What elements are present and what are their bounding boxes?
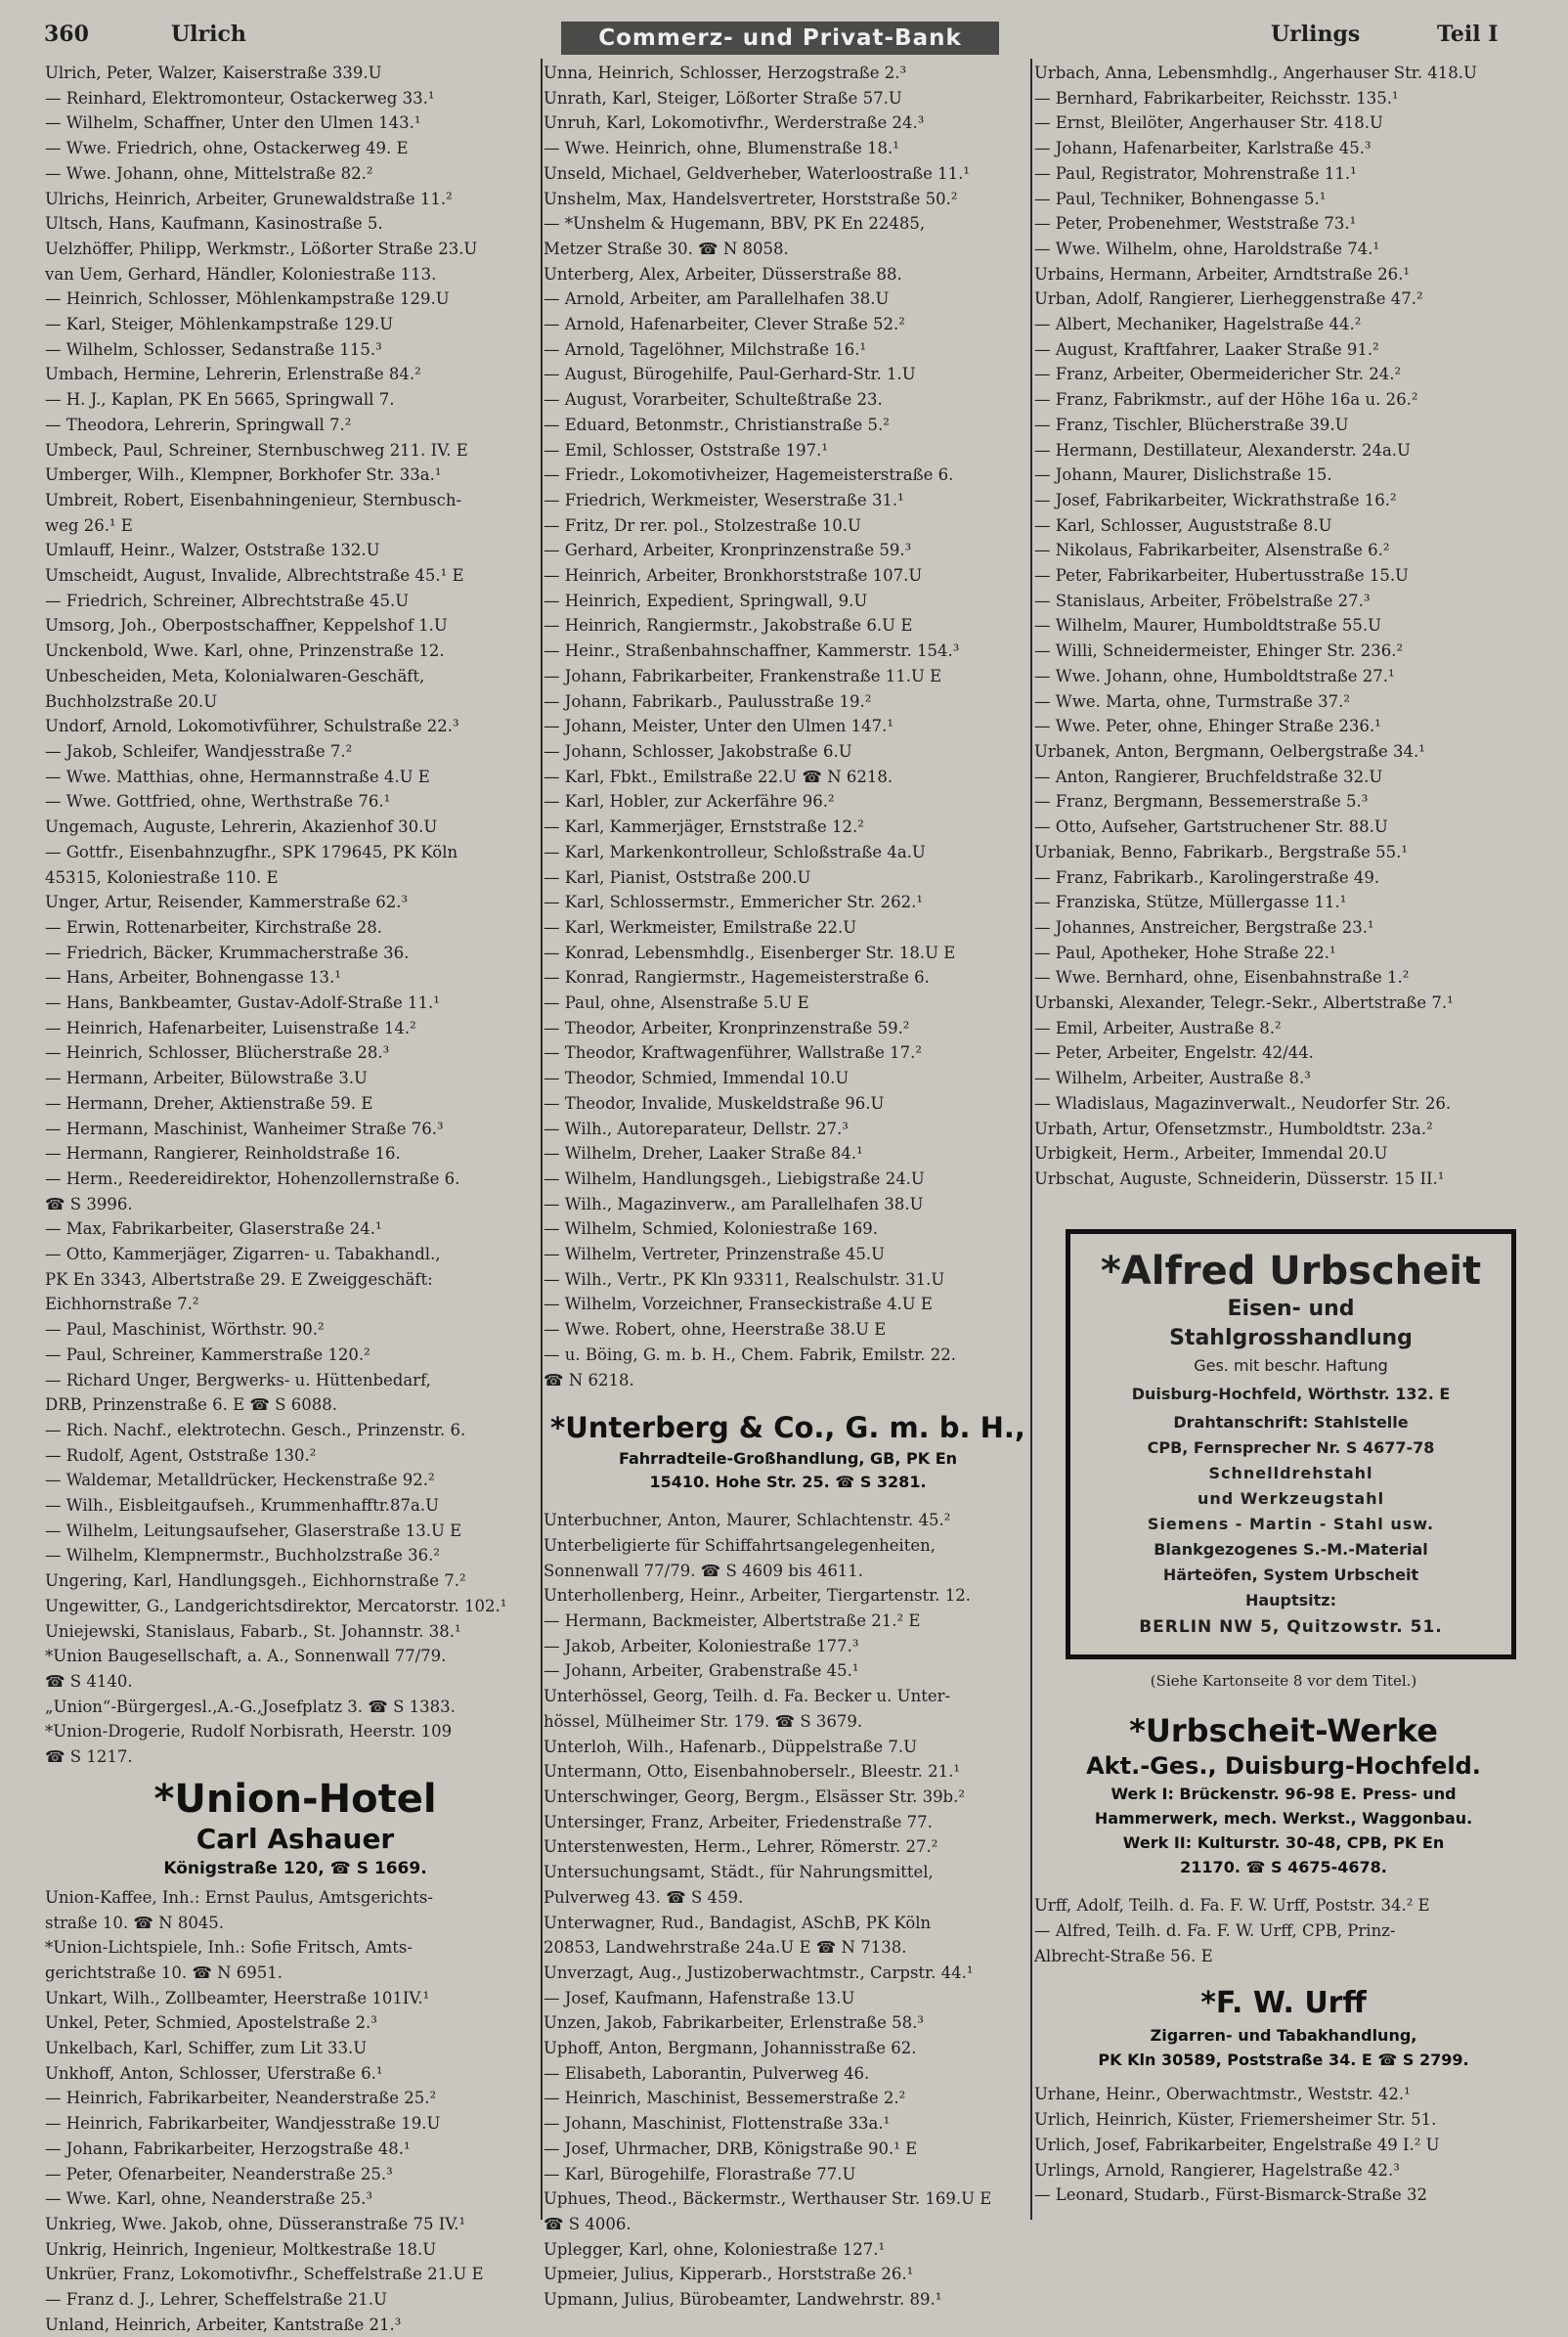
directory-entry: — Konrad, Lebensmhdlg., Eisenberger Str. 18.U E: [544, 943, 956, 962]
directory-entry: straße 10. ☎ N 8045.: [45, 1913, 225, 1932]
directory-entry: 20853, Landwehrstraße 24a.U E ☎ N 7138.: [544, 1938, 907, 1958]
directory-entry: — Wilhelm, Klempnermstr., Buchholzstraße 36.²: [45, 1546, 441, 1565]
ad-line: Hammerwerk, mech. Werkst., Waggonbau.: [1094, 1809, 1473, 1829]
directory-entry: — Karl, Werkmeister, Emilstraße 22.U: [544, 917, 857, 937]
directory-entry: Urbains, Hermann, Arbeiter, Arndtstraße 26.¹: [1034, 264, 1411, 284]
directory-entry: — Heinrich, Rangiermstr., Jakobstraße 6.U E: [544, 616, 913, 636]
directory-entry: — Wilhelm, Arbeiter, Austraße 8.³: [1034, 1069, 1311, 1088]
directory-entry: — Wwe. Peter, ohne, Ehinger Straße 236.¹: [1034, 717, 1381, 736]
directory-entry: Sonnenwall 77/79. ☎ S 4609 bis 4611.: [544, 1561, 864, 1580]
entries-col3: [1034, 61, 1533, 1192]
directory-entry: Union-Kaffee, Inh.: Ernst Paulus, Amtsgerichts-: [45, 1887, 433, 1907]
directory-entry: ☎ S 4006.: [544, 2214, 632, 2233]
ad-title: *Urbscheit-Werke: [1129, 1712, 1438, 1750]
directory-entry: — Heinrich, Expedient, Springwall, 9.U: [544, 591, 868, 610]
directory-entry: — Elisabeth, Laborantin, Pulverweg 46.: [544, 2063, 870, 2083]
directory-entry: — Johann, Arbeiter, Grabenstraße 45.¹: [544, 1661, 859, 1681]
running-head-left: Ulrich: [171, 22, 246, 47]
directory-entry: — Heinrich, Schlosser, Blücherstraße 28.³: [45, 1043, 390, 1063]
directory-entry: — Peter, Fabrikarbeiter, Hubertusstraße 15.U: [1034, 566, 1409, 586]
directory-entry: — Wilhelm, Dreher, Laaker Straße 84.¹: [544, 1144, 863, 1164]
box-line: Ges. mit beschr. Haftung: [1194, 1355, 1388, 1375]
directory-entry: Unckenbold, Wwe. Karl, ohne, Prinzenstraße 12.: [45, 641, 445, 661]
directory-entry: Eichhornstraße 7.²: [45, 1295, 199, 1314]
directory-entry: — Friedrich, Werkmeister, Weserstraße 31.¹: [544, 490, 904, 509]
directory-entry: Umberger, Wilh., Klempner, Borkhofer Str. 33a.¹: [45, 465, 442, 485]
directory-entry: Umbreit, Robert, Eisenbahningenieur, Sternbusch-: [45, 490, 462, 509]
directory-entry: — Wilhelm, Schmied, Koloniestraße 169.: [544, 1219, 878, 1239]
part-label: Teil I: [1437, 22, 1499, 47]
directory-entry: Unrath, Karl, Steiger, Lößorter Straße 57.U: [544, 88, 902, 108]
directory-entry: — Otto, Kammerjäger, Zigarren- u. Tabakhandl.,: [45, 1245, 441, 1264]
directory-entry: Unna, Heinrich, Schlosser, Herzogstraße 2.³: [544, 64, 907, 82]
directory-entry: Unterloh, Wilh., Hafenarb., Düppelstraße 7.U: [544, 1737, 917, 1756]
directory-entry: — Heinrich, Schlosser, Möhlenkampstraße 129.U: [45, 289, 450, 309]
directory-entry: Urlings, Arnold, Rangierer, Hagelstraße 42.³: [1034, 2160, 1400, 2180]
directory-entry: — Karl, Steiger, Möhlenkampstraße 129.U: [45, 315, 394, 334]
directory-entry: Albrecht-Straße 56. E: [1034, 1946, 1213, 1965]
directory-entry: Upmeier, Julius, Kipperarb., Horststraße 26.¹: [544, 2265, 914, 2284]
directory-entry: — Johann, Meister, Unter den Ulmen 147.¹: [544, 717, 893, 736]
directory-entry: — u. Böing, G. m. b. H., Chem. Fabrik, Emilstr. 22.: [544, 1345, 956, 1364]
directory-entry: — Paul, Techniker, Bohnengasse 5.¹: [1034, 189, 1327, 208]
directory-entry: — Otto, Aufseher, Gartstruchener Str. 88.U: [1034, 817, 1388, 837]
directory-entry: — Wwe. Johann, ohne, Humboldtstraße 27.¹: [1034, 666, 1395, 685]
directory-entry: — Arnold, Arbeiter, am Parallelhafen 38.U: [544, 289, 890, 309]
ad-title: *F. W. Urff: [1200, 1986, 1367, 2021]
unterberg-ad: [544, 1408, 1032, 1494]
directory-entry: — Reinhard, Elektromonteur, Ostackerweg 33.¹: [45, 88, 435, 108]
box-line: Siemens - Martin - Stahl usw.: [1147, 1514, 1435, 1533]
directory-entry: Unterwagner, Rud., Bandagist, ASchB, PK Köln: [544, 1913, 932, 1932]
directory-entry: Uphoff, Anton, Bergmann, Johannisstraße 62.: [544, 2039, 917, 2058]
directory-entry: — Hans, Bankbeamter, Gustav-Adolf-Straße 11.¹: [45, 993, 440, 1013]
directory-entry: — Peter, Probenehmer, Weststraße 73.¹: [1034, 214, 1357, 234]
directory-entry: — Bernhard, Fabrikarbeiter, Reichsstr. 135.¹: [1034, 88, 1399, 108]
directory-entry: Unkrieg, Wwe. Jakob, ohne, Düsseranstraße 75 IV.¹: [45, 2214, 466, 2233]
directory-entry: *Union-Lichtspiele, Inh.: Sofie Fritsch, Amts-: [45, 1938, 413, 1958]
directory-entry: — Franz, Tischler, Blücherstraße 39.U: [1034, 415, 1349, 434]
running-head-right: Urlings: [1271, 22, 1361, 47]
directory-entry: Ulrichs, Heinrich, Arbeiter, Grunewaldstraße 11.²: [45, 189, 453, 208]
directory-entry: Unland, Heinrich, Arbeiter, Kantstraße 21.³: [45, 2315, 402, 2334]
directory-entry: — Wilhelm, Handlungsgeh., Liebigstraße 24.U: [544, 1168, 925, 1188]
directory-entry: — Arnold, Tagelöhner, Milchstraße 16.¹: [544, 339, 867, 359]
directory-entry: Unterberg, Alex, Arbeiter, Düsserstraße 88.: [544, 264, 902, 284]
directory-entry: Uniejewski, Stanislaus, Fabarb., St. Johannstr. 38.¹: [45, 1621, 461, 1641]
directory-entry: van Uem, Gerhard, Händler, Koloniestraße 113.: [45, 264, 437, 284]
directory-entry: Unger, Artur, Reisender, Kammerstraße 62.³: [45, 893, 409, 912]
directory-entry: Undorf, Arnold, Lokomotivführer, Schulstraße 22.³: [45, 717, 459, 736]
box-line: Blankgezogenes S.-M.-Material: [1154, 1539, 1428, 1559]
directory-entry: Urhane, Heinr., Oberwachtmstr., Weststr. 42.¹: [1034, 2085, 1411, 2104]
directory-entry: ☎ S 4140.: [45, 1672, 133, 1691]
directory-entry: — Gerhard, Arbeiter, Kronprinzenstraße 59.³: [544, 541, 912, 560]
directory-entry: — Emil, Schlosser, Oststraße 197.¹: [544, 440, 828, 460]
directory-entry: — Alfred, Teilh. d. Fa. F. W. Urff, CPB, Prinz-: [1034, 1921, 1396, 1941]
directory-entry: — Karl, Kammerjäger, Ernststraße 12.²: [544, 817, 864, 837]
directory-entry: — Wwe. Marta, ohne, Turmstraße 37.²: [1034, 691, 1350, 711]
directory-entry: Unkhoff, Anton, Schlosser, Uferstraße 6.¹: [45, 2063, 383, 2083]
box-line: Duisburg-Hochfeld, Wörthstr. 132. E: [1131, 1384, 1451, 1403]
directory-entry: hössel, Mülheimer Str. 179. ☎ S 3679.: [544, 1711, 863, 1731]
ad-line: Fahrradteile-Großhandlung, GB, PK En: [618, 1449, 958, 1469]
directory-entry: Unruh, Karl, Lokomotivfhr., Werderstraße 24.³: [544, 113, 925, 133]
box-line: und Werkzeugstahl: [1197, 1488, 1385, 1508]
urbscheit-box-ad: [1066, 1229, 1516, 1659]
ad-owner: Carl Ashauer: [196, 1822, 395, 1855]
directory-entry: — Wwe. Matthias, ohne, Hermannstraße 4.U E: [45, 767, 430, 786]
directory-entry: — Konrad, Rangiermstr., Hagemeisterstraße 6.: [544, 968, 930, 988]
directory-entry: ☎ S 1217.: [45, 1747, 133, 1767]
urbscheit-werke-ad: [1034, 1711, 1533, 1879]
kartonseite-note: (Siehe Kartonseite 8 vor dem Titel.): [1150, 1671, 1417, 1690]
directory-entry: — Eduard, Betonmstr., Christianstraße 5.²: [544, 415, 890, 434]
box-line: Härteöfen, System Urbscheit: [1162, 1565, 1419, 1584]
directory-entry: — Hans, Arbeiter, Bohnengasse 13.¹: [45, 968, 341, 988]
page-header: [0, 0, 1568, 61]
directory-entry: — Friedrich, Bäcker, Krummacherstraße 36.: [45, 943, 410, 962]
directory-entry: Urlich, Heinrich, Küster, Friemersheimer Str. 51.: [1034, 2110, 1437, 2130]
directory-entry: Umscheidt, August, Invalide, Albrechtstraße 45.¹ E: [45, 566, 464, 586]
directory-entry: — Richard Unger, Bergwerks- u. Hüttenbedarf,: [45, 1370, 431, 1389]
directory-entry: Uplegger, Karl, ohne, Koloniestraße 127.¹: [544, 2239, 886, 2259]
directory-entry: — Wilhelm, Schlosser, Sedanstraße 115.³: [45, 339, 382, 359]
directory-entry: — Albert, Mechaniker, Hagelstraße 44.²: [1034, 315, 1362, 334]
directory-entry: Urlich, Josef, Fabrikarbeiter, Engelstraße 49 I.² U: [1034, 2135, 1440, 2154]
directory-entry: Uelzhöffer, Philipp, Werkmstr., Lößorter Straße 23.U: [45, 239, 478, 258]
box-line: Hauptsitz:: [1244, 1590, 1337, 1609]
directory-entry: Unterhössel, Georg, Teilh. d. Fa. Becker u. Unter-: [544, 1687, 951, 1706]
directory-entry: Unkrig, Heinrich, Ingenieur, Moltkestraße 18.U: [45, 2239, 437, 2259]
directory-entry: — Friedrich, Schreiner, Albrechtstraße 45.U: [45, 591, 410, 610]
directory-entry: — Johannes, Anstreicher, Bergstraße 23.¹: [1034, 917, 1374, 937]
directory-entry: — Max, Fabrikarbeiter, Glaserstraße 24.¹: [45, 1219, 382, 1239]
directory-entry: — Wilh., Autoreparateur, Dellstr. 27.³: [544, 1119, 849, 1138]
directory-entry: Unterbeligierte für Schiffahrtsangelegenheiten,: [544, 1535, 936, 1555]
directory-entry: Pulverweg 43. ☎ S 459.: [544, 1887, 744, 1907]
ad-sub: Akt.-Ges., Duisburg-Hochfeld.: [1086, 1752, 1481, 1781]
directory-entry: Unterbuchner, Anton, Maurer, Schlachtenstr. 45.²: [544, 1511, 951, 1530]
urff-ad: [1034, 1984, 1533, 2072]
directory-entry: Urbanski, Alexander, Telegr.-Sekr., Albertstraße 7.¹: [1034, 993, 1454, 1013]
entries-col3b: [1034, 1893, 1533, 1968]
box-line: Stahlgrosshandlung: [1169, 1325, 1413, 1350]
directory-entry: Upmann, Julius, Bürobeamter, Landwehrstr. 89.¹: [544, 2290, 942, 2310]
directory-entry: — Franz, Bergmann, Bessemerstraße 5.³: [1034, 792, 1369, 812]
directory-entry: — Karl, Pianist, Oststraße 200.U: [544, 867, 811, 887]
directory-entry: — Josef, Kaufmann, Hafenstraße 13.U: [544, 1988, 855, 2007]
directory-entry: — Peter, Ofenarbeiter, Neanderstraße 25.³: [45, 2164, 393, 2183]
directory-entry: — Heinrich, Hafenarbeiter, Luisenstraße 14.²: [45, 1018, 416, 1037]
directory-entry: — Wladislaus, Magazinverwalt., Neudorfer Str. 26.: [1034, 1093, 1452, 1113]
directory-entry: — Hermann, Destillateur, Alexanderstr. 24a.U: [1034, 440, 1411, 460]
directory-entry: DRB, Prinzenstraße 6. E ☎ S 6088.: [45, 1395, 337, 1415]
directory-entry: — Jakob, Schleifer, Wandjesstraße 7.²: [45, 741, 353, 761]
directory-entry: „Union“-Bürgergesl.,A.-G.,Josefplatz 3. ☎ S 1383.: [45, 1697, 456, 1716]
directory-entry: — Josef, Uhrmacher, DRB, Königstraße 90.¹ E: [544, 2139, 918, 2158]
directory-entry: — Wilhelm, Leitungsaufseher, Glaserstraße 13.U E: [45, 1521, 462, 1540]
directory-entry: Urbschat, Auguste, Schneiderin, Düsserstr. 15 II.¹: [1034, 1168, 1445, 1188]
directory-entry: — Wilhelm, Vorzeichner, Franseckistraße 4.U E: [544, 1295, 933, 1314]
directory-entry: — Johann, Schlosser, Jakobstraße 6.U: [544, 741, 852, 761]
directory-entry: — Rich. Nachf., elektrotechn. Gesch., Prinzenstr. 6.: [45, 1420, 466, 1439]
directory-entry: — Paul, Apotheker, Hohe Straße 22.¹: [1034, 943, 1336, 962]
directory-entry: — Theodora, Lehrerin, Springwall 7.²: [45, 415, 352, 434]
ad-line: 15410. Hohe Str. 25. ☎ S 3281.: [649, 1473, 927, 1492]
directory-entry: — Wilhelm, Schaffner, Unter den Ulmen 143.¹: [45, 113, 421, 133]
directory-entry: Unterstenwesten, Herm., Lehrer, Römerstr. 27.²: [544, 1837, 938, 1857]
directory-entry: — Franz, Arbeiter, Obermeidericher Str. 24.²: [1034, 365, 1402, 384]
directory-entry: Unverzagt, Aug., Justizoberwachtmstr., Carpstr. 44.¹: [544, 1962, 974, 1982]
directory-entry: *Union Baugesellschaft, a. A., Sonnenwall 77/79.: [45, 1647, 447, 1666]
directory-entry: — Franz, Fabrikarb., Karolingerstraße 49.: [1034, 867, 1380, 887]
directory-entry: — H. J., Kaplan, PK En 5665, Springwall 7.: [45, 390, 395, 410]
directory-entry: — Heinrich, Arbeiter, Bronkhorststraße 107.U: [544, 566, 923, 586]
directory-entry: Untermann, Otto, Eisenbahnoberselr., Bleestr. 21.¹: [544, 1762, 961, 1782]
directory-entry: — Wilhelm, Maurer, Humboldtstraße 55.U: [1034, 616, 1381, 636]
directory-entry: Untersuchungsamt, Städt., für Nahrungsmittel,: [544, 1863, 934, 1882]
ad-address: Königstraße 120, ☎ S 1669.: [163, 1858, 427, 1878]
directory-entry: — Paul, ohne, Alsenstraße 5.U E: [544, 993, 809, 1013]
directory-entry: — *Unshelm & Hugemann, BBV, PK En 22485,: [544, 214, 926, 234]
directory-entry: — Wilh., Eisbleitgaufseh., Krummenhafftr.87a.U: [45, 1496, 440, 1516]
directory-entry: — Theodor, Schmied, Immendal 10.U: [544, 1069, 849, 1088]
directory-entry: Unzen, Jakob, Fabrikarbeiter, Erlenstraße 58.³: [544, 2013, 925, 2033]
directory-entry: Unseld, Michael, Geldverheber, Waterloostraße 11.¹: [544, 163, 971, 183]
column-3: [1034, 61, 1533, 2208]
directory-entry: — Johann, Fabrikarb., Paulusstraße 19.²: [544, 691, 872, 711]
directory-entry: — Heinrich, Maschinist, Bessemerstraße 2.²: [544, 2089, 906, 2108]
box-line: Eisen- und: [1227, 1296, 1355, 1321]
directory-entry: — Karl, Bürogehilfe, Florastraße 77.U: [544, 2164, 856, 2183]
directory-entry: — Hermann, Backmeister, Albertstraße 21.² E: [544, 1611, 921, 1631]
directory-entry: — Friedr., Lokomotivheizer, Hagemeisterstraße 6.: [544, 465, 954, 485]
directory-entry: — Erwin, Rottenarbeiter, Kirchstraße 28.: [45, 917, 382, 937]
directory-entry: — Wilh., Vertr., PK Kln 93311, Realschulstr. 31.U: [544, 1269, 945, 1289]
directory-entry: — Karl, Schlossermstr., Emmericher Str. 262.¹: [544, 893, 923, 912]
ad-title: *Union-Hotel: [153, 1776, 437, 1822]
directory-entry: — Wwe. Bernhard, ohne, Eisenbahnstraße 1.²: [1034, 968, 1410, 988]
directory-entry: Uphues, Theod., Bäckermstr., Werthauser Str. 169.U E: [544, 2189, 992, 2209]
page-number: 360: [44, 22, 89, 47]
directory-entry: — Wwe. Johann, ohne, Mittelstraße 82.²: [45, 163, 373, 183]
box-line: Schnelldrehstahl: [1208, 1463, 1373, 1482]
union-hotel-ad: [45, 1776, 545, 1881]
ad-title: *Unterberg & Co., G. m. b. H.,: [550, 1411, 1025, 1445]
directory-entry: — Franz d. J., Lehrer, Scheffelstraße 21.U: [45, 2290, 387, 2310]
entries-col3c: [1034, 2082, 1533, 2208]
directory-entry: — Wwe. Robert, ohne, Heerstraße 38.U E: [544, 1320, 887, 1340]
directory-entry: — Wwe. Wilhelm, ohne, Haroldstraße 74.¹: [1034, 239, 1380, 258]
directory-entry: Untersinger, Franz, Arbeiter, Friedenstraße 77.: [544, 1812, 933, 1831]
directory-entry: — Nikolaus, Fabrikarbeiter, Alsenstraße 6.²: [1034, 541, 1390, 560]
directory-entry: Ulrich, Peter, Walzer, Kaiserstraße 339.U: [45, 64, 382, 82]
directory-entry: Umsorg, Joh., Oberpostschaffner, Keppelshof 1.U: [45, 616, 448, 636]
directory-entry: — Heinr., Straßenbahnschaffner, Kammerstr. 154.³: [544, 641, 960, 661]
directory-entry: — Leonard, Studarb., Fürst-Bismarck-Straße 32: [1034, 2185, 1428, 2205]
directory-entry: — Theodor, Invalide, Muskeldstraße 96.U: [544, 1093, 885, 1113]
directory-entry: Urbigkeit, Herm., Arbeiter, Immendal 20.U: [1034, 1144, 1388, 1164]
directory-entry: — Emil, Arbeiter, Austraße 8.²: [1034, 1018, 1282, 1037]
directory-entry: ☎ S 3996.: [45, 1194, 133, 1213]
directory-entry: — Karl, Schlosser, Auguststraße 8.U: [1034, 515, 1332, 535]
directory-entry: Unbescheiden, Meta, Kolonialwaren-Geschäft,: [45, 666, 425, 685]
entries-col2b: [544, 1508, 1032, 2313]
directory-entry: — Heinrich, Fabrikarbeiter, Wandjesstraße 19.U: [45, 2114, 441, 2134]
directory-entry: Ungering, Karl, Handlungsgeh., Eichhornstraße 7.²: [45, 1571, 466, 1591]
directory-entry: Umbach, Hermine, Lehrerin, Erlenstraße 84.²: [45, 365, 421, 384]
directory-entry: — Wilh., Magazinverw., am Parallelhafen 38.U: [544, 1194, 924, 1213]
directory-entry: — Heinrich, Fabrikarbeiter, Neanderstraße 25.²: [45, 2089, 437, 2108]
ad-line: 21170. ☎ S 4675-4678.: [1180, 1858, 1387, 1877]
directory-entry: — Johann, Hafenarbeiter, Karlstraße 45.³: [1034, 139, 1372, 158]
directory-entry: — Johann, Fabrikarbeiter, Herzogstraße 48.¹: [45, 2139, 411, 2158]
directory-entry: — Anton, Rangierer, Bruchfeldstraße 32.U: [1034, 767, 1383, 786]
directory-entry: — Willi, Schneidermeister, Ehinger Str. 236.²: [1034, 641, 1404, 661]
ad-line: PK Kln 30589, Poststraße 34. E ☎ S 2799.: [1098, 2050, 1469, 2070]
directory-entry: — Gottfr., Eisenbahnzugfhr., SPK 179645, PK Köln: [45, 842, 458, 861]
directory-entry: Unshelm, Max, Handelsvertreter, Horststraße 50.²: [544, 189, 958, 208]
box-line: BERLIN NW 5, Quitzowstr. 51.: [1139, 1616, 1443, 1637]
directory-entry: gerichtstraße 10. ☎ N 6951.: [45, 1962, 283, 1982]
directory-entry: PK En 3343, Albertstraße 29. E Zweiggeschäft:: [45, 1269, 433, 1289]
ad-line: Werk II: Kulturstr. 30-48, CPB, PK En: [1122, 1833, 1445, 1853]
directory-entry: — Paul, Registrator, Mohrenstraße 11.¹: [1034, 163, 1357, 183]
directory-entry: Metzer Straße 30. ☎ N 8058.: [544, 239, 789, 258]
column-1: [45, 61, 545, 2337]
bank-banner: Commerz- und Privat-Bank: [561, 22, 999, 55]
directory-entry: Urban, Adolf, Rangierer, Lierheggenstraße 47.²: [1034, 289, 1423, 309]
directory-entry: — Wwe. Heinrich, ohne, Blumenstraße 18.¹: [544, 139, 899, 158]
directory-entry: — Wwe. Friedrich, ohne, Ostackerweg 49. E: [45, 139, 409, 158]
directory-entry: Urbanek, Anton, Bergmann, Oelbergstraße 34.¹: [1034, 741, 1425, 761]
directory-entry: — Waldemar, Metalldrücker, Heckenstraße 92.²: [45, 1471, 435, 1490]
directory-entry: — Wwe. Gottfried, ohne, Werthstraße 76.¹: [45, 792, 391, 812]
directory-entry: Unkart, Wilh., Zollbeamter, Heerstraße 101IV.¹: [45, 1988, 430, 2007]
directory-entry: — Hermann, Rangierer, Reinholdstraße 16.: [45, 1144, 401, 1164]
entries-col2: [544, 61, 1032, 1392]
column-2: [544, 61, 1032, 2313]
directory-entry: Urff, Adolf, Teilh. d. Fa. F. W. Urff, Poststr. 34.² E: [1034, 1896, 1430, 1916]
ad-line: Werk I: Brückenstr. 96-98 E. Press- und: [1111, 1785, 1457, 1804]
box-title: *Alfred Urbscheit: [1100, 1248, 1482, 1294]
directory-entry: — Herm., Reedereidirektor, Hohenzollernstraße 6.: [45, 1168, 460, 1188]
directory-entry: — Karl, Markenkontrolleur, Schloßstraße 4a.U: [544, 842, 926, 861]
directory-entry: — Hermann, Maschinist, Wanheimer Straße 76.³: [45, 1119, 444, 1138]
directory-entry: — Rudolf, Agent, Oststraße 130.²: [45, 1445, 317, 1465]
directory-entry: ☎ N 6218.: [544, 1370, 634, 1389]
directory-entry: — August, Vorarbeiter, Schulteßtraße 23.: [544, 390, 883, 410]
directory-entry: Unkrüer, Franz, Lokomotivfhr., Scheffelstraße 21.U E: [45, 2265, 484, 2284]
directory-entry: — August, Kraftfahrer, Laaker Straße 91.²: [1034, 339, 1379, 359]
directory-entry: — Peter, Arbeiter, Engelstr. 42/44.: [1034, 1043, 1314, 1063]
directory-entry: *Union-Drogerie, Rudolf Norbisrath, Heerstr. 109: [45, 1722, 453, 1742]
entries-col1: [45, 61, 545, 1770]
directory-entry: — Johann, Fabrikarbeiter, Frankenstraße 11.U E: [544, 666, 942, 685]
directory-entry: Urbath, Artur, Ofensetzmstr., Humboldtstr. 23a.²: [1034, 1119, 1433, 1138]
directory-entry: — Josef, Fabrikarbeiter, Wickrathstraße 16.²: [1034, 490, 1397, 509]
directory-entry: Urbaniak, Benno, Fabrikarb., Bergstraße 55.¹: [1034, 842, 1408, 861]
directory-entry: — Karl, Fbkt., Emilstraße 22.U ☎ N 6218.: [544, 767, 893, 786]
directory-entry: Ungewitter, G., Landgerichtsdirektor, Mercatorstr. 102.¹: [45, 1596, 507, 1615]
directory-entry: Umlauff, Heinr., Walzer, Oststraße 132.U: [45, 541, 380, 560]
directory-entry: — Stanislaus, Arbeiter, Fröbelstraße 27.³: [1034, 591, 1371, 610]
directory-entry: 45315, Koloniestraße 110. E: [45, 867, 279, 887]
directory-entry: Ultsch, Hans, Kaufmann, Kasinostraße 5.: [45, 214, 383, 234]
directory-entry: — August, Bürogehilfe, Paul-Gerhard-Str. 1.U: [544, 365, 916, 384]
directory-entry: — Franz, Fabrikmstr., auf der Höhe 16a u. 26.²: [1034, 390, 1418, 410]
directory-entry: Unkelbach, Karl, Schiffer, zum Lit 33.U: [45, 2039, 368, 2058]
directory-entry: Unkel, Peter, Schmied, Apostelstraße 2.³: [45, 2013, 377, 2033]
directory-entry: — Arnold, Hafenarbeiter, Clever Straße 52.²: [544, 315, 905, 334]
directory-entry: — Karl, Hobler, zur Ackerfähre 96.²: [544, 792, 835, 812]
box-line: CPB, Fernsprecher Nr. S 4677-78: [1147, 1437, 1435, 1457]
directory-entry: — Franziska, Stütze, Müllergasse 11.¹: [1034, 893, 1347, 912]
directory-entry: — Paul, Maschinist, Wörthstr. 90.²: [45, 1320, 325, 1340]
directory-entry: weg 26.¹ E: [45, 515, 133, 535]
directory-entry: — Ernst, Bleilöter, Angerhauser Str. 418.U: [1034, 113, 1383, 133]
directory-entry: — Hermann, Dreher, Aktienstraße 59. E: [45, 1093, 373, 1113]
directory-entry: Urbach, Anna, Lebensmhdlg., Angerhauser Str. 418.U: [1034, 64, 1477, 82]
directory-entry: — Fritz, Dr rer. pol., Stolzestraße 10.U: [544, 515, 861, 535]
directory-entry: — Wwe. Karl, ohne, Neanderstraße 25.³: [45, 2189, 372, 2209]
directory-entry: — Jakob, Arbeiter, Koloniestraße 177.³: [544, 1636, 859, 1655]
directory-entry: — Johann, Maschinist, Flottenstraße 33a.¹: [544, 2114, 891, 2134]
directory-entry: — Theodor, Arbeiter, Kronprinzenstraße 59.²: [544, 1018, 910, 1037]
directory-entry: Umbeck, Paul, Schreiner, Sternbuschweg 211. IV. E: [45, 440, 468, 460]
directory-entry: — Paul, Schreiner, Kammerstraße 120.²: [45, 1345, 370, 1364]
directory-entry: — Johann, Maurer, Dislichstraße 15.: [1034, 465, 1332, 485]
directory-entry: — Wilhelm, Vertreter, Prinzenstraße 45.U: [544, 1245, 886, 1264]
entries-col1b: [45, 1885, 545, 2337]
box-line: Drahtanschrift: Stahlstelle: [1173, 1412, 1409, 1432]
directory-entry: Unterschwinger, Georg, Bergm., Elsässer Str. 39b.²: [544, 1787, 965, 1806]
directory-entry: — Theodor, Kraftwagenführer, Wallstraße 17.²: [544, 1043, 923, 1063]
ad-line: Zigarren- und Tabakhandlung,: [1150, 2026, 1417, 2046]
directory-entry: Ungemach, Auguste, Lehrerin, Akazienhof 30.U: [45, 817, 438, 837]
directory-entry: Unterhollenberg, Heinr., Arbeiter, Tiergartenstr. 12.: [544, 1586, 971, 1606]
directory-entry: Buchholzstraße 20.U: [45, 691, 218, 711]
directory-entry: — Hermann, Arbeiter, Bülowstraße 3.U: [45, 1069, 368, 1088]
